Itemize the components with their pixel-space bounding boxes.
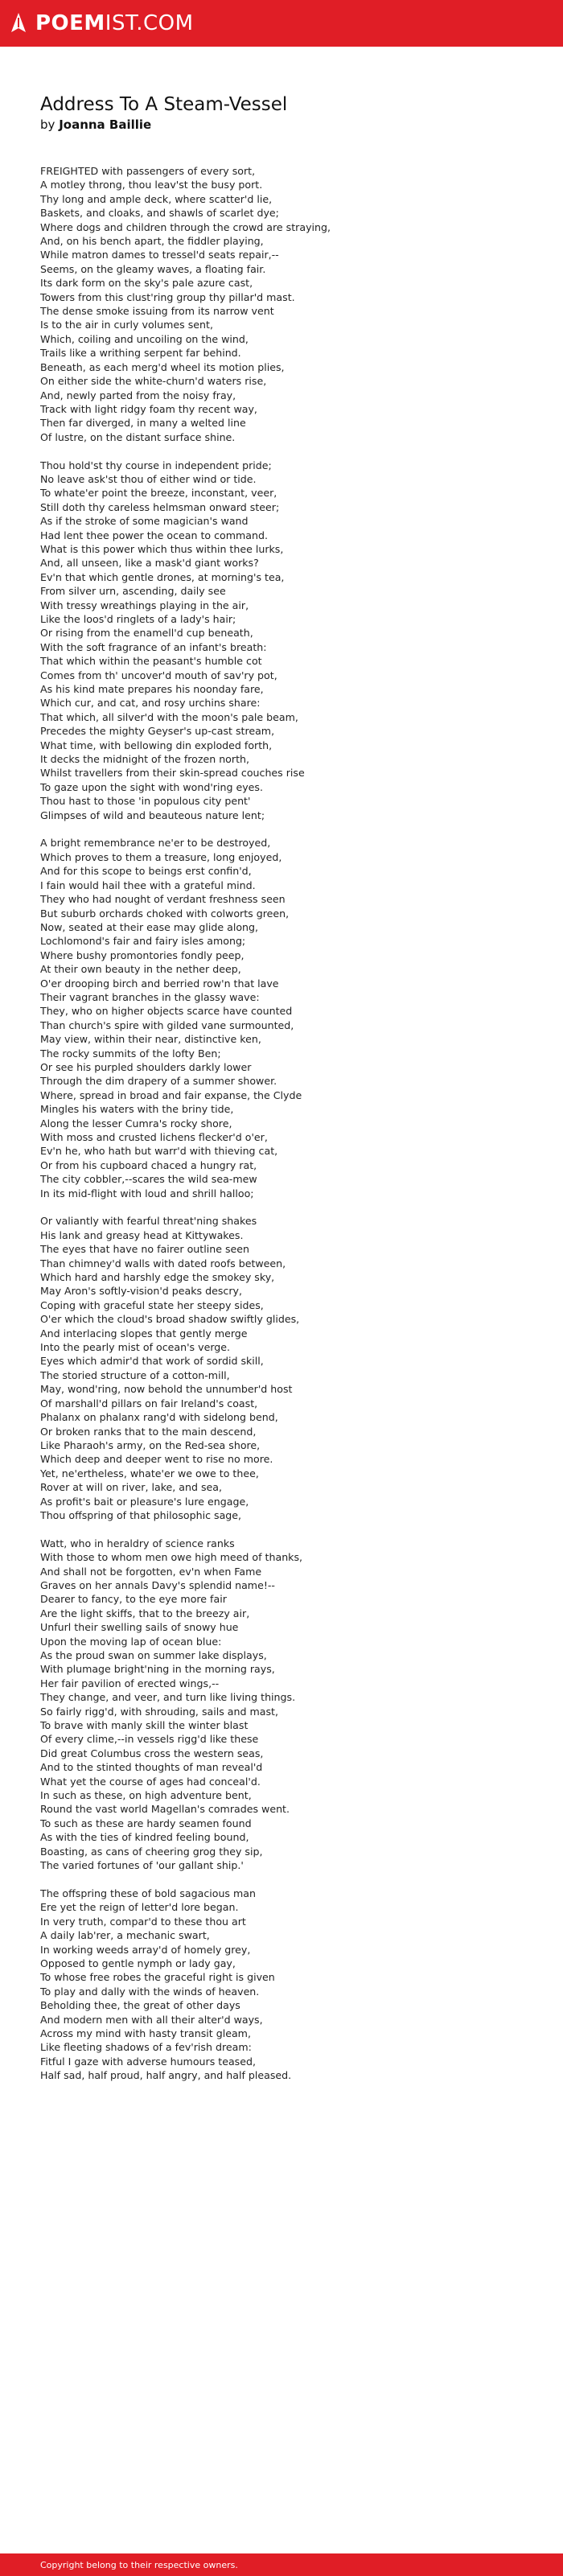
poem-line: Upon the moving lap of ocean blue:	[40, 1635, 222, 1648]
site-logo-link[interactable]	[35, 11, 194, 35]
poem-line: Like the loos'd ringlets of a lady's hair;	[40, 612, 236, 625]
poem-stanza	[40, 459, 523, 823]
poem-line: As if the stroke of some magician's wand	[40, 515, 249, 528]
poem-line: Which, coiling and uncoiling on the wind,	[40, 332, 249, 345]
poem-line: Lochlomond's fair and fairy isles among;	[40, 935, 246, 948]
quill-logo-icon[interactable]	[8, 11, 29, 35]
poem-line: Where, spread in broad and fair expanse, the Clyde	[40, 1088, 302, 1101]
poem-line: Of lustre, on the distant surface shine.	[40, 430, 236, 443]
poem-line: Baskets, and cloaks, and shawls of scarlet dye;	[40, 207, 279, 220]
poem-line: Their vagrant branches in the glassy wave:	[40, 990, 260, 1003]
poem-line: What is this power which thus within thee lurks,	[40, 542, 284, 555]
poem-line: Now, seated at their ease may glide along,	[40, 920, 259, 933]
poem-line: Which hard and harshly edge the smokey sky,	[40, 1271, 275, 1284]
poem-line: Comes from th' uncover'd mouth of sav'ry pot,	[40, 669, 277, 681]
poem-line: And to the stinted thoughts of man reveal'd	[40, 1761, 263, 1774]
poem-line: On either side the white-churn'd waters rise,	[40, 375, 267, 388]
poem-line: To whose free robes the graceful right is given	[40, 1971, 275, 1984]
poem-line: With moss and crusted lichens flecker'd o'er,	[40, 1131, 268, 1143]
poem-line: Rover at will on river, lake, and sea,	[40, 1481, 223, 1494]
site-header	[0, 0, 563, 47]
poem-line: While matron dames to tressel'd seats repair,--	[40, 249, 279, 261]
poem-line: I fain would hail thee with a grateful mind.	[40, 879, 256, 891]
poem-line: Glimpses of wild and beauteous nature lent;	[40, 809, 265, 821]
poem-line: Through the dim drapery of a summer shower.	[40, 1075, 277, 1088]
poem-line: Beholding thee, the great of other days	[40, 1999, 240, 2012]
poem-line: Across my mind with hasty transit gleam,	[40, 2027, 251, 2039]
logo-thin-text: IST.COM	[105, 11, 194, 35]
poem-line: Or broken ranks that to the main descend,	[40, 1425, 257, 1438]
poem-line: O'er which the cloud's broad shadow swiftly glides,	[40, 1313, 300, 1326]
poem-line: May Aron's softly-vision'd peaks descry,	[40, 1285, 242, 1298]
poem-line: His lank and greasy head at Kittywakes.	[40, 1228, 244, 1241]
poem-line: Of marshall'd pillars on fair Ireland's coast,	[40, 1397, 258, 1409]
poem-line: O'er drooping birch and berried row'n that lave	[40, 977, 279, 990]
poem-line: Which proves to them a treasure, long enjoyed,	[40, 850, 282, 863]
poem-line: The eyes that have no fairer outline seen	[40, 1243, 249, 1256]
poem-line: Into the pearly mist of ocean's verge.	[40, 1341, 231, 1354]
poem-line: Whilst travellers from their skin-spread couches rise	[40, 767, 305, 780]
poem-line: Thou hold'st thy course in independent pride;	[40, 459, 272, 471]
poem-line: That which within the peasant's humble cot	[40, 655, 262, 668]
poem-line: Coping with graceful state her steepy sides,	[40, 1298, 264, 1311]
poem-line: FREIGHTED with passengers of every sort,	[40, 165, 256, 177]
poem-line: Watt, who in heraldry of science ranks	[40, 1537, 235, 1549]
poem-line: Or see his purpled shoulders darkly lower	[40, 1060, 252, 1073]
byline	[40, 117, 523, 132]
author-name[interactable]: Joanna Baillie	[59, 117, 152, 132]
poem-line: Precedes the mighty Geyser's up-cast stream,	[40, 725, 275, 738]
poem-line: Round the vast world Magellan's comrades went.	[40, 1803, 290, 1816]
poem-line: Towers from this clust'ring group thy pillar'd mast.	[40, 290, 295, 303]
poem-line: Yet, ne'ertheless, whate'er we owe to thee,	[40, 1467, 259, 1479]
poem-line: And for this scope to beings erst confin'd,	[40, 865, 252, 878]
site-footer	[0, 2553, 563, 2576]
poem-line: And, all unseen, like a mask'd giant works?	[40, 557, 259, 570]
poem-line: With tressy wreathings playing in the air,	[40, 599, 249, 611]
poem-line: And shall not be forgotten, ev'n when Fame	[40, 1565, 262, 1578]
poem-line: Unfurl their swelling sails of snowy hue	[40, 1621, 239, 1634]
poem-stanza	[40, 164, 523, 444]
poem-line: The storied structure of a cotton-mill,	[40, 1368, 230, 1381]
poem-line: They who had nought of verdant freshness seen	[40, 893, 286, 906]
poem-line: Trails like a writhing serpent far behind.	[40, 347, 241, 360]
poem-line: As his kind mate prepares his noonday fare,	[40, 683, 264, 696]
poem-line: Beneath, as each merg'd wheel its motion plies,	[40, 360, 285, 373]
poem-line: Where bushy promontories fondly peep,	[40, 949, 245, 961]
poem-line: Fitful I gaze with adverse humours teased,	[40, 2055, 256, 2068]
poem-line: Than church's spire with gilded vane surmounted,	[40, 1018, 294, 1031]
poem-line: But suburb orchards choked with colworts green,	[40, 907, 290, 920]
poem-line: So fairly rigg'd, with shrouding, sails and mast,	[40, 1705, 278, 1718]
poem-line: Of every clime,--in vessels rigg'd like these	[40, 1733, 259, 1746]
poem-line: In its mid-flight with loud and shrill halloo;	[40, 1187, 254, 1200]
poem-line: No leave ask'st thou of either wind or tide.	[40, 472, 257, 485]
poem-stanza	[40, 1214, 523, 1522]
poem-line: May view, within their near, distinctive ken,	[40, 1033, 261, 1046]
poem-line: Seems, on the gleamy waves, a floating fair.	[40, 262, 266, 275]
poem-line: Half sad, half proud, half angry, and half pleased.	[40, 2069, 292, 2082]
poem-line: As profit's bait or pleasure's lure engage,	[40, 1495, 249, 1508]
poem-line: And, on his bench apart, the fiddler playing,	[40, 235, 264, 248]
poem-line: Where dogs and children through the crowd are straying,	[40, 220, 331, 233]
poem-line: Like Pharaoh's army, on the Red-sea shore,	[40, 1438, 261, 1451]
poem-line: Like fleeting shadows of a fev'rish dream:	[40, 2041, 252, 2054]
poem-line: As with the ties of kindred feeling bound,	[40, 1831, 249, 1844]
poem-line: To gaze upon the sight with wond'ring eyes.	[40, 780, 263, 793]
poem-line: The rocky summits of the lofty Ben;	[40, 1047, 221, 1060]
poem-line: At their own beauty in the nether deep,	[40, 963, 241, 976]
poem-line: Graves on her annals Davy's splendid name!--	[40, 1578, 275, 1591]
poem-line: They, who on higher objects scarce have counted	[40, 1005, 293, 1018]
poem-line: And interlacing slopes that gently merge	[40, 1327, 248, 1339]
poem-line: Then far diverged, in many a welted line	[40, 417, 246, 430]
poem-line: Did great Columbus cross the western seas,	[40, 1747, 264, 1759]
poem-line: Still doth thy careless helmsman onward steer;	[40, 500, 280, 513]
poem-line: In working weeds array'd of homely grey,	[40, 1943, 251, 1956]
poem-line: That which, all silver'd with the moon's pale beam,	[40, 710, 298, 723]
poem-line: To whate'er point the breeze, inconstant, veer,	[40, 487, 277, 500]
poem-line: What yet the course of ages had conceal'd.	[40, 1775, 261, 1788]
poem-line: Ev'n that which gentle drones, at morning's tea,	[40, 570, 285, 583]
poem-line: With the soft fragrance of an infant's breath:	[40, 640, 267, 653]
poem-line: Dearer to fancy, to the eye more fair	[40, 1593, 227, 1606]
poem-line: Which cur, and cat, and rosy urchins share:	[40, 697, 261, 710]
poem-body	[40, 164, 523, 2083]
poem-line: Ere yet the reign of letter'd lore began.	[40, 1901, 239, 1914]
poem-line: What time, with bellowing din exploded forth,	[40, 739, 273, 751]
poem-line: Along the lesser Cumra's rocky shore,	[40, 1117, 232, 1130]
poem-stanza	[40, 1537, 523, 1873]
poem-line: To play and dally with the winds of heaven.	[40, 1985, 260, 1998]
poem-line: To such as these are hardy seamen found	[40, 1817, 252, 1829]
poem-title: Address To A Steam-Vessel	[40, 94, 288, 115]
logo-bold-text: POEM	[35, 11, 105, 35]
poem-line: Thou offspring of that philosophic sage,	[40, 1508, 242, 1521]
poem-line: A daily lab'rer, a mechanic swart,	[40, 1929, 210, 1942]
poem-line: In such as these, on high adventure bent,	[40, 1789, 252, 1802]
poem-line: Track with light ridgy foam thy recent way,	[40, 402, 257, 415]
poem-line: Than chimney'd walls with dated roofs between,	[40, 1257, 286, 1269]
poem-line: Thy long and ample deck, where scatter'd lie,	[40, 192, 273, 205]
poem-line: To brave with manly skill the winter blast	[40, 1719, 249, 1732]
poem-line: Had lent thee power the ocean to command.	[40, 529, 268, 541]
poem-line: May, wond'ring, now behold the unnumber'd host	[40, 1383, 293, 1396]
poem-line: The offspring these of bold sagacious man	[40, 1887, 256, 1899]
poem-line: It decks the midnight of the frozen north,	[40, 753, 249, 766]
poem-line: From silver urn, ascending, daily see	[40, 585, 226, 598]
poem-line: A motley throng, thou leav'st the busy port.	[40, 179, 263, 191]
poem-line: Which deep and deeper went to rise no more.	[40, 1453, 273, 1466]
poem-line: Ev'n he, who hath but warr'd with thieving cat,	[40, 1145, 278, 1158]
poem-line: And modern men with all their alter'd ways,	[40, 2013, 263, 2026]
poem-line: Phalanx on phalanx rang'd with sidelong bend,	[40, 1411, 278, 1424]
poem-line: A bright remembrance ne'er to be destroyed,	[40, 837, 271, 850]
poem-line: As the proud swan on summer lake displays,	[40, 1649, 267, 1661]
poem-line: With those to whom men owe high meed of thanks,	[40, 1551, 303, 1564]
poem-line: Or rising from the enamell'd cup beneath,	[40, 627, 253, 640]
poem-line: Boasting, as cans of cheering grog they sip,	[40, 1845, 263, 1858]
poem-line: With plumage bright'ning in the morning rays,	[40, 1663, 275, 1676]
copyright-text: Copyright belong to their respective owners.	[40, 2559, 238, 2570]
poem-line: Or from his cupboard chaced a hungry rat,	[40, 1158, 257, 1171]
poem-line: The city cobbler,--scares the wild sea-mew	[40, 1173, 257, 1186]
poem-line: Is to the air in curly volumes sent,	[40, 319, 213, 331]
poem-line: Eyes which admir'd that work of sordid skill,	[40, 1355, 264, 1368]
poem-line: Thou hast to those 'in populous city pent'	[40, 795, 251, 808]
poem-line: Mingles his waters with the briny tide,	[40, 1103, 234, 1116]
poem-line: Or valiantly with fearful threat'ning shakes	[40, 1215, 257, 1228]
poem-line: And, newly parted from the noisy fray,	[40, 389, 236, 401]
by-label: by	[40, 117, 55, 132]
poem-line: The dense smoke issuing from its narrow vent	[40, 305, 274, 318]
poem-stanza	[40, 836, 523, 1200]
poem-line: Opposed to gentle nymph or lady gay,	[40, 1957, 236, 1969]
poem-line: In very truth, compar'd to these thou art	[40, 1915, 246, 1928]
poem-content	[0, 47, 563, 2083]
poem-line: Its dark form on the sky's pale azure cast,	[40, 277, 253, 290]
poem-stanza	[40, 1887, 523, 2083]
poem-line: The varied fortunes of 'our gallant ship.'	[40, 1859, 244, 1872]
poem-line: Are the light skiffs, that to the breezy air,	[40, 1607, 250, 1619]
poem-line: They change, and veer, and turn like living things.	[40, 1691, 296, 1704]
poem-line: Her fair pavilion of erected wings,--	[40, 1677, 220, 1689]
